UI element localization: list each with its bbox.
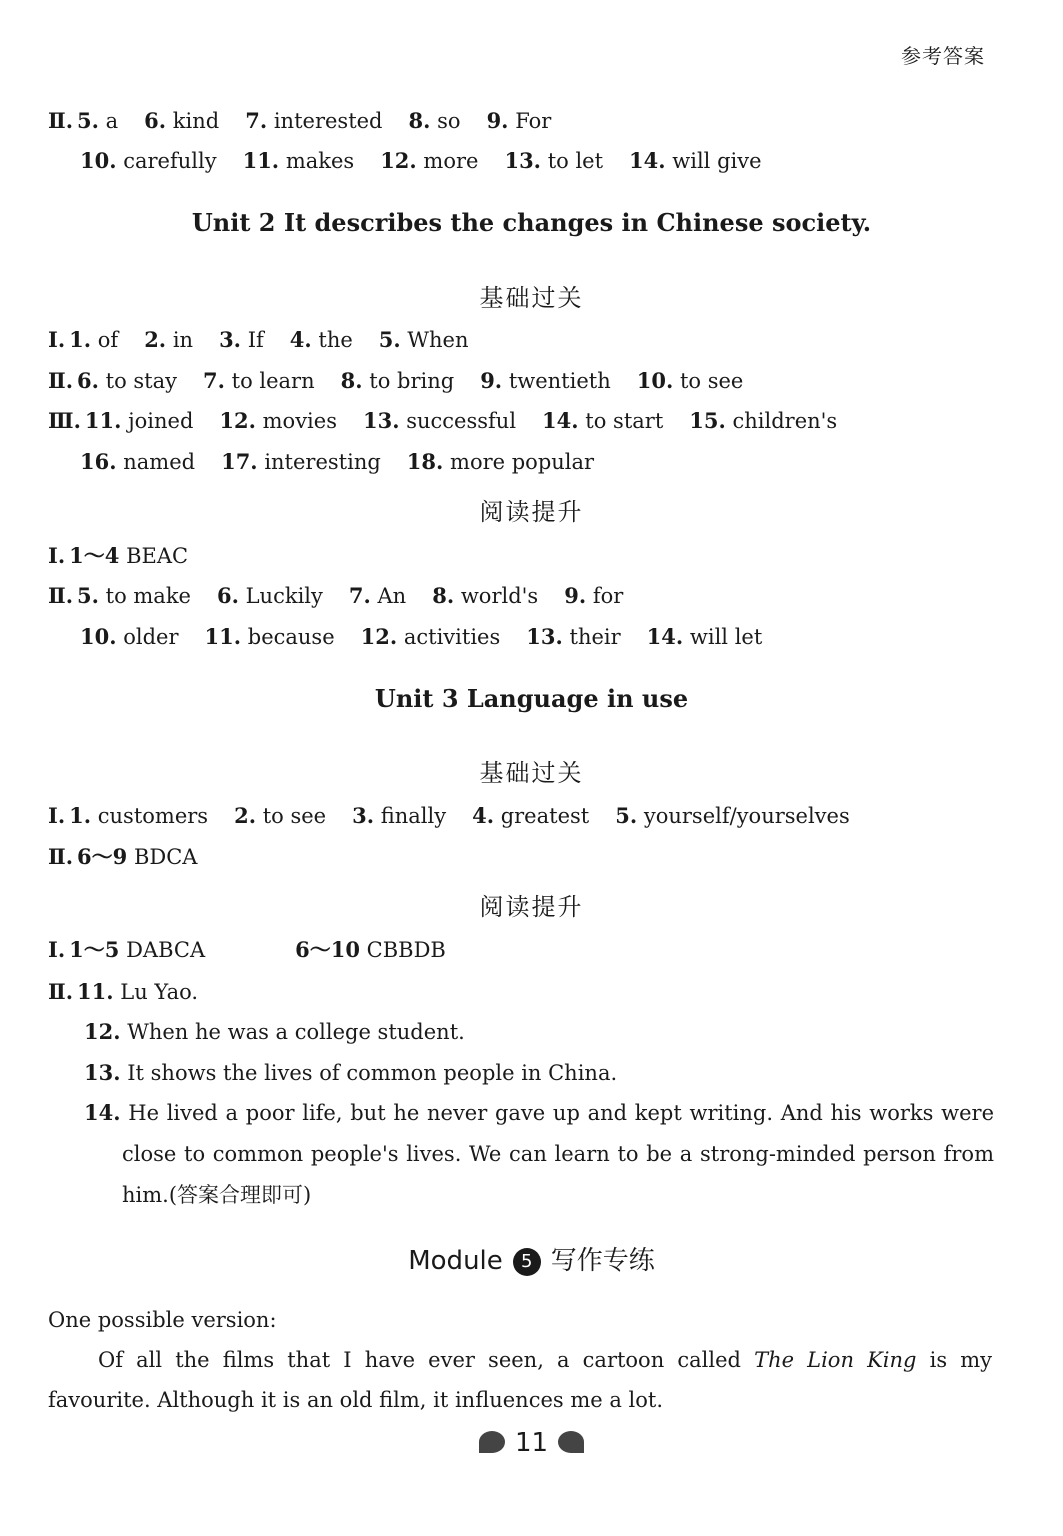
answer-value: to start — [585, 409, 664, 433]
answer-value: twentieth — [508, 369, 611, 393]
answer-line — [48, 581, 649, 611]
answer-value: carefully — [123, 149, 217, 173]
answer-number: 18. — [406, 449, 444, 474]
answer-item — [84, 1058, 617, 1088]
answer-line — [84, 1017, 491, 1047]
answer-line — [80, 447, 620, 477]
answer-number: 13. — [84, 1060, 121, 1085]
answer-value: will give — [672, 149, 762, 173]
answer-number: 2. — [144, 327, 167, 352]
answer-number: 11. — [242, 148, 280, 173]
question-group-prefix: Ⅱ. — [48, 583, 74, 608]
answer-number: 15. — [689, 408, 726, 433]
answer-item — [80, 146, 217, 176]
answer-item — [295, 935, 446, 965]
answer-number: 9. — [480, 368, 503, 393]
answer-item — [564, 581, 623, 611]
answer-number: 8. — [432, 583, 455, 608]
question-group-prefix: Ⅰ. — [48, 937, 66, 962]
answer-number: 1. — [69, 327, 92, 352]
answer-value: because — [247, 625, 335, 649]
answer-number: 10. — [80, 624, 117, 649]
answer-value: Lu Yao. — [120, 980, 199, 1004]
answer-line — [48, 977, 224, 1007]
module-title-text: 写作专练 — [550, 1246, 655, 1276]
answer-value: children's — [732, 409, 838, 433]
answer-value: to see — [679, 369, 744, 393]
answer-value: movies — [262, 409, 337, 433]
answer-item — [144, 106, 219, 136]
answer-value: their — [569, 625, 621, 649]
answer-line — [48, 842, 223, 872]
answer-line — [48, 541, 214, 571]
answer-line — [48, 406, 863, 436]
answer-value: activities — [403, 625, 501, 649]
module-prefix: Module — [408, 1246, 503, 1276]
answer-number: 17. — [221, 449, 258, 474]
answer-item — [432, 581, 538, 611]
section-title-reading: 阅读提升 — [479, 893, 584, 921]
essay-paragraph — [48, 1340, 992, 1420]
answer-value: of — [97, 328, 119, 352]
answer-line — [80, 146, 788, 176]
answer-value: more — [423, 149, 479, 173]
answer-item — [219, 325, 264, 355]
answer-number: 10. — [80, 148, 117, 173]
answer-number: 11. — [84, 408, 122, 433]
question-group-prefix: Ⅱ. — [48, 844, 74, 869]
answer-value: BEAC — [126, 544, 189, 568]
answer-value: yourself/yourselves — [643, 804, 850, 828]
answer-line — [48, 801, 876, 831]
answer-item — [542, 406, 663, 436]
answer-item — [341, 366, 455, 396]
answer-item — [77, 581, 191, 611]
page-header-title: 参考答案 — [901, 44, 985, 68]
answer-number: 16. — [80, 449, 117, 474]
answer-number: 6～10 — [295, 937, 360, 962]
answer-value: in — [172, 328, 194, 352]
answer-item — [69, 325, 118, 355]
answer-number: 1. — [69, 803, 92, 828]
module-title — [0, 1240, 1063, 1277]
answer-14-text: He lived a poor life, but he never gave up and kept writing. And his works were close to common people's lives. We can learn to be a strong-minded person from him.(答案合理即可) — [122, 1101, 994, 1207]
answer-item — [352, 801, 446, 831]
answer-item — [69, 935, 205, 965]
answer-value: When he was a college student. — [127, 1020, 465, 1044]
answer-number: 7. — [245, 108, 268, 133]
answer-number: 8. — [340, 368, 363, 393]
answer-item — [219, 406, 337, 436]
answer-value: greatest — [500, 804, 590, 828]
answer-item — [77, 106, 118, 136]
answer-item — [80, 622, 179, 652]
answer-item — [526, 622, 620, 652]
answer-number: 12. — [380, 148, 417, 173]
answer-number: 11. — [204, 624, 242, 649]
answer-value: to make — [105, 584, 191, 608]
question-group-prefix: Ⅱ. — [48, 108, 74, 133]
answer-item — [221, 447, 381, 477]
answer-item — [290, 325, 353, 355]
answer-number: 5. — [77, 108, 99, 133]
answer-value: to let — [547, 149, 604, 173]
answer-number: 2. — [234, 803, 257, 828]
answer-value: BDCA — [133, 845, 198, 869]
answer-item — [217, 581, 323, 611]
answer-item — [245, 106, 382, 136]
answer-14 — [84, 1092, 994, 1216]
answer-number: 13. — [362, 408, 400, 433]
module-number-badge: 5 — [513, 1248, 541, 1276]
essay-text-a: Of all the films that I have ever seen, a cartoon called — [98, 1348, 755, 1372]
answer-value: the — [318, 328, 353, 352]
answer-number: 14. — [646, 624, 684, 649]
section-title-reading: 阅读提升 — [479, 498, 584, 526]
answer-number: 3. — [352, 803, 375, 828]
answer-item — [629, 146, 761, 176]
question-group-prefix: Ⅰ. — [48, 327, 66, 352]
answer-item — [504, 146, 603, 176]
answer-item — [80, 447, 195, 477]
answer-item — [647, 622, 763, 652]
answer-value: interesting — [264, 450, 381, 474]
answer-value: a — [105, 109, 119, 133]
answer-number: 6～9 — [77, 844, 128, 869]
answer-line — [84, 1058, 643, 1088]
answer-item — [77, 977, 198, 1007]
section-title-basic: 基础过关 — [479, 759, 584, 787]
answer-number: 10. — [636, 368, 674, 393]
answer-value: An — [377, 584, 407, 608]
section-title-basic: 基础过关 — [479, 284, 584, 312]
answer-number: 5. — [378, 327, 401, 352]
answer-item — [363, 406, 516, 436]
answer-item — [85, 406, 194, 436]
answer-item — [77, 842, 197, 872]
question-group-prefix: Ⅰ. — [48, 803, 66, 828]
answer-value: finally — [380, 804, 447, 828]
answer-value: to see — [262, 804, 327, 828]
answer-item — [409, 106, 461, 136]
answer-line — [48, 366, 769, 396]
answer-value: so — [437, 109, 461, 133]
answer-item — [84, 1017, 465, 1047]
answer-value: world's — [460, 584, 539, 608]
answer-item — [203, 366, 315, 396]
answer-number: 14. — [542, 408, 579, 433]
film-title: The Lion King — [754, 1348, 917, 1372]
answer-number: 1～5 — [69, 937, 120, 962]
answer-value: For — [515, 109, 552, 133]
answer-item — [480, 366, 611, 396]
answer-line — [48, 325, 494, 355]
answer-number: 5. — [615, 803, 638, 828]
answer-item — [487, 106, 552, 136]
answer-14-number: 14. — [84, 1100, 121, 1125]
question-group-prefix: Ⅰ. — [48, 543, 66, 568]
answer-item — [243, 146, 355, 176]
answer-number: 6. — [216, 583, 239, 608]
answer-number: 6. — [77, 368, 99, 393]
answer-number: 13. — [504, 148, 541, 173]
answer-number: 12. — [360, 624, 398, 649]
answer-number: 4. — [472, 803, 495, 828]
answer-line — [80, 622, 788, 652]
answer-value: interested — [273, 109, 383, 133]
answer-item — [407, 447, 594, 477]
answer-value: to learn — [231, 369, 315, 393]
answer-value: for — [592, 584, 624, 608]
answer-number: 6. — [144, 108, 167, 133]
answer-value: to bring — [369, 369, 455, 393]
answer-item — [77, 366, 177, 396]
page-footer — [0, 1428, 1063, 1458]
answer-item — [205, 622, 335, 652]
answer-value: Luckily — [245, 584, 323, 608]
answer-value: It shows the lives of common people in China. — [127, 1061, 618, 1085]
answer-value: named — [123, 450, 196, 474]
question-group-prefix: Ⅲ. — [48, 408, 81, 433]
answer-item — [144, 325, 193, 355]
answer-number: 14. — [629, 148, 666, 173]
question-group-prefix: Ⅱ. — [48, 979, 74, 1004]
answer-number: 1～4 — [69, 543, 120, 568]
leaf-icon — [479, 1431, 505, 1453]
answer-number: 5. — [77, 583, 99, 608]
answer-line — [48, 935, 472, 965]
answer-item — [361, 622, 501, 652]
answer-value: to stay — [105, 369, 177, 393]
version-label: One possible version: — [48, 1308, 277, 1332]
answer-number: 3. — [219, 327, 241, 352]
answer-value: CBBDB — [366, 938, 446, 962]
essay-text-b: is my favourite. Although it is an old film, it influences me a lot. — [48, 1348, 993, 1412]
answer-item — [637, 366, 744, 396]
answer-item — [380, 146, 478, 176]
leaf-icon — [558, 1431, 584, 1453]
unit-2-title: Unit 2 It describes the changes in Chinese society. — [191, 208, 872, 237]
page-number: 11 — [514, 1428, 549, 1458]
answer-value: older — [123, 625, 179, 649]
answer-value: If — [247, 328, 264, 352]
answer-item — [69, 801, 208, 831]
answer-item — [349, 581, 406, 611]
answer-value: successful — [406, 409, 517, 433]
answer-number: 12. — [219, 408, 256, 433]
answer-item — [615, 801, 850, 831]
answer-value: makes — [285, 149, 355, 173]
answer-item — [234, 801, 326, 831]
answer-value: When — [407, 328, 469, 352]
answer-number: 4. — [289, 327, 312, 352]
answer-value: joined — [128, 409, 194, 433]
answer-number: 8. — [408, 108, 431, 133]
answer-item — [379, 325, 469, 355]
answer-number: 9. — [486, 108, 509, 133]
answer-line — [48, 106, 577, 136]
answer-item — [472, 801, 589, 831]
answer-value: kind — [172, 109, 220, 133]
answer-item — [69, 541, 188, 571]
question-group-prefix: Ⅱ. — [48, 368, 74, 393]
answer-number: 9. — [564, 583, 587, 608]
answer-item — [689, 406, 837, 436]
unit-3-title: Unit 3 Language in use — [374, 684, 689, 713]
answer-value: DABCA — [126, 938, 206, 962]
answer-number: 13. — [526, 624, 563, 649]
answer-number: 7. — [203, 368, 225, 393]
answer-number: 12. — [84, 1019, 121, 1044]
answer-value: will let — [689, 625, 763, 649]
answer-value: more popular — [450, 450, 595, 474]
answer-number: 7. — [348, 583, 371, 608]
answer-number: 11. — [77, 979, 114, 1004]
answer-value: customers — [97, 804, 209, 828]
